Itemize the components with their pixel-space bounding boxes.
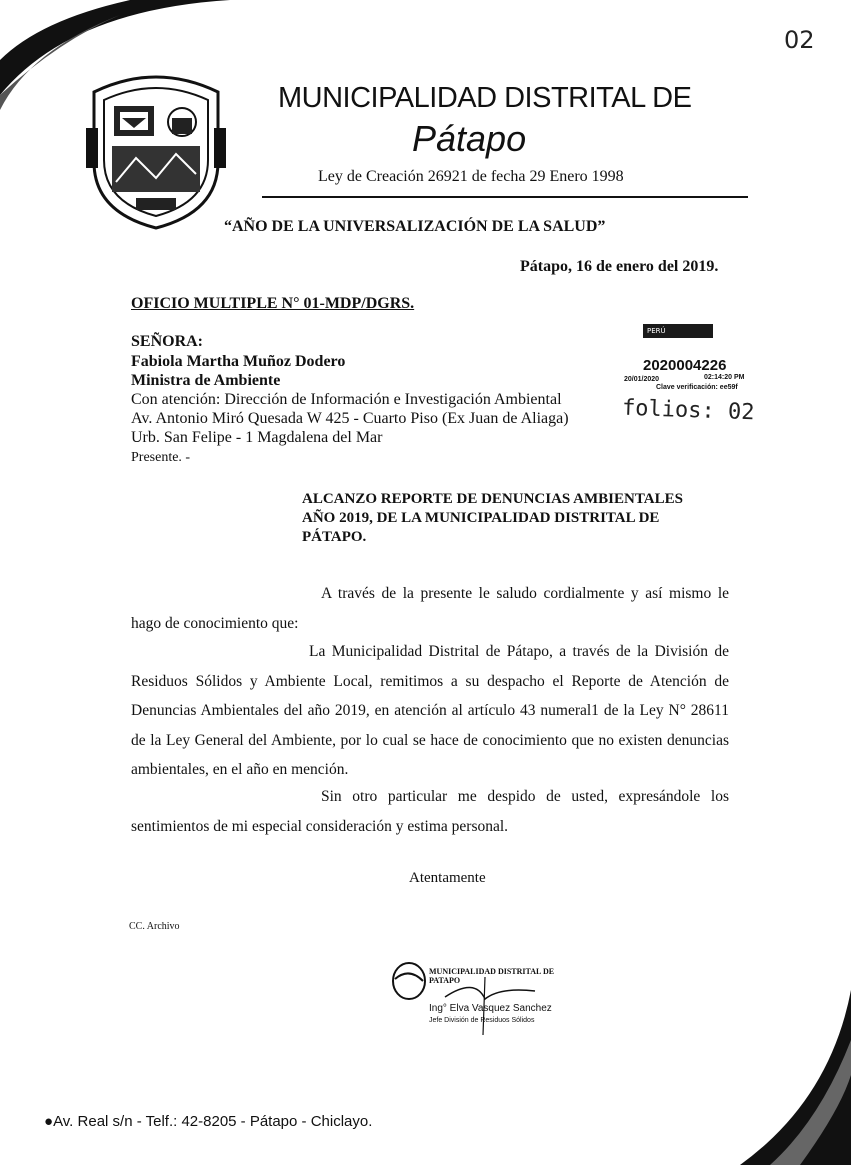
signature-stamp bbox=[385, 957, 575, 1037]
reception-stamp-date: 20/01/2020 bbox=[624, 376, 660, 383]
recipient-role: Ministra de Ambiente bbox=[131, 372, 281, 389]
signature-role: Jefe División de Residuos Sólidos bbox=[429, 1017, 535, 1024]
header-divider bbox=[262, 196, 748, 198]
body-paragraph-3: Sin otro particular me despido de usted, expresándole los sentimientos de mi especial consideración y estima personal. bbox=[131, 788, 729, 835]
salutation: SEÑORA: bbox=[131, 333, 204, 350]
closing: Atentamente bbox=[409, 870, 486, 886]
recipient-name: Fabiola Martha Muñoz Dodero bbox=[131, 353, 346, 370]
municipal-crest-logo bbox=[86, 62, 226, 230]
reception-stamp-number: 2020004226 bbox=[643, 357, 727, 374]
page-number: 02 bbox=[784, 26, 815, 54]
year-motto: “AÑO DE LA UNIVERSALIZACIÓN DE LA SALUD” bbox=[224, 218, 606, 235]
subject-line-1: ALCANZO REPORTE DE DENUNCIAS AMBIENTALES bbox=[302, 491, 683, 507]
folios-note: folios: 02 bbox=[621, 395, 755, 426]
creation-law: Ley de Creación 26921 de fecha 29 Enero 1998 bbox=[318, 168, 624, 185]
cc-line: CC. Archivo bbox=[129, 921, 180, 932]
reception-stamp-key: Clave verificación: ee59f bbox=[656, 384, 738, 391]
recipient-address-2: Urb. San Felipe - 1 Magdalena del Mar bbox=[131, 429, 383, 446]
signature-org: MUNICIPALIDAD DISTRITAL DE PATAPO bbox=[429, 967, 555, 985]
presente: Presente. - bbox=[131, 450, 191, 465]
signature-name: Ing° Elva Vasquez Sanchez bbox=[429, 1003, 552, 1014]
subject-line-3: PÁTAPO. bbox=[302, 529, 367, 545]
reception-stamp-time: 02:14:20 PM bbox=[704, 374, 745, 381]
place-date: Pátapo, 16 de enero del 2019. bbox=[520, 258, 719, 275]
document-number: OFICIO MULTIPLE N° 01-MDP/DGRS. bbox=[131, 295, 415, 312]
reception-stamp-header: PERÚ bbox=[643, 324, 713, 338]
municipality-name: Pátapo bbox=[412, 118, 527, 159]
recipient-address-1: Av. Antonio Miró Quesada W 425 - Cuarto Piso (Ex Juan de Aliaga) bbox=[131, 410, 569, 427]
municipality-title: MUNICIPALIDAD DISTRITAL DE bbox=[278, 82, 692, 114]
location-icon: ● bbox=[44, 1113, 54, 1130]
body-paragraph-2: La Municipalidad Distrital de Pátapo, a través de la División de Residuos Sólidos y Ambiente Local, remitimos a su despacho el Reporte de Atención de Denuncias Ambientales del año 2019, en atención al artículo 43 numeral1 de la Ley N° 28611 de la Ley General del Ambiente, por lo cual se hace de conocimiento que no existen denuncias ambientales, en el año en mención. bbox=[131, 643, 729, 778]
recipient-attention: Con atención: Dirección de Información e Investigación Ambiental bbox=[131, 391, 562, 408]
subject-line-2: AÑO 2019, DE LA MUNICIPALIDAD DISTRITAL DE bbox=[302, 510, 660, 526]
body-paragraph-1: A través de la presente le saludo cordialmente y así mismo le hago de conocimiento que: bbox=[131, 585, 729, 632]
footer-address: ●Av. Real s/n - Telf.: 42-8205 - Pátapo - Chiclayo. bbox=[44, 1113, 373, 1130]
